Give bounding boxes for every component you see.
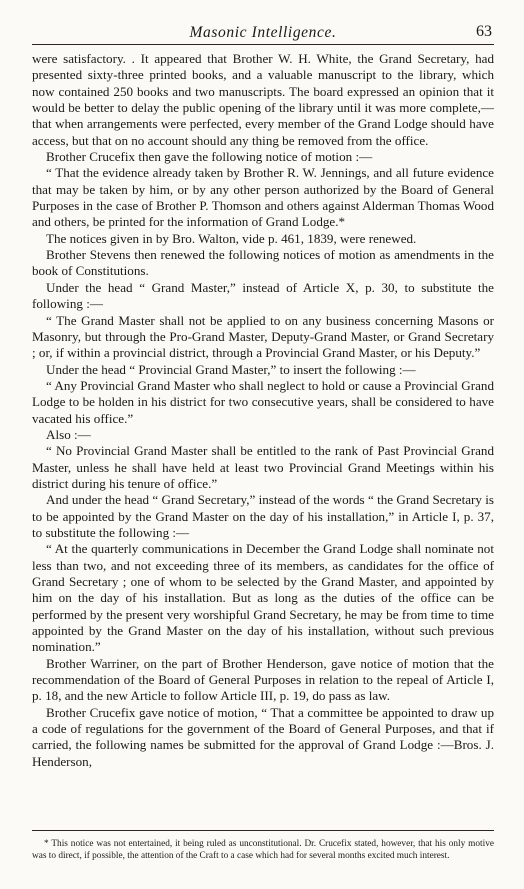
paragraph-quarterly-nomination: “ At the quarterly communications in December the Grand Lodge shall nominate not less than two, and not exceeding three of its members, as candidates for the office of Grand Secretary ; one of whom to be selected by the Grand Master, and appointed by him on the day of his installation. But as long as the duties of the office can be performed by the present very worshipful Grand Secretary, he may be from time to time appointed by the Grand Master on the day of his installation, without such previous nomination.”: [32, 541, 494, 655]
footnote: * This notice was not entertained, it being ruled as unconstitutional. Dr. Crucefix stated, however, that his only motive was to direct, if possible, the attention of the Craft to a case which had for several months excited much interest.: [32, 839, 494, 861]
paragraph-evidence-motion: “ That the evidence already taken by Brother R. W. Jennings, and all future evidence that may be taken by him, or by any other person authorized by the Board of General Purposes in the case of Brother P. Thomson and others against Alderman Thomas Wood and others, be printed for the information of Grand Lodge.*: [32, 165, 494, 230]
paragraph-provincial-article: “ Any Provincial Grand Master who shall neglect to hold or cause a Provincial Grand Lodge to be holden in his district for two consecutive years, shall be considered to have vacated his office.”: [32, 377, 494, 426]
paragraph-past-provincial: “ No Provincial Grand Master shall be entitled to the rank of Past Provincial Grand Master, unless he shall have held at least two Provincial Grand Meetings within his district during his tenure of office.”: [32, 443, 494, 491]
paragraph-committee-motion: Brother Crucefix gave notice of motion, “ That a committee be appointed to draw up a code of regulations for the government of the Board of General Purposes, and that if carried, the following names be submitted for the approval of Grand Lodge :—Bros. J. Henderson,: [32, 704, 494, 769]
paragraph-walton-notices: The notices given in by Bro. Walton, vide p. 461, 1839, were renewed.: [46, 230, 417, 246]
page-number: 63: [476, 23, 492, 40]
paragraph-grand-secretary-head: And under the head “ Grand Secretary,” instead of the words “ the Grand Secretary is to be appointed by the Grand Master on the day of his installation,” in Article I, p. 37, to substitute the following :—: [32, 492, 494, 540]
paragraph-stevens-amendments: Brother Stevens then renewed the following notices of motion as amendments in the book of Constitutions.: [32, 247, 494, 279]
page-header: [32, 22, 494, 45]
paragraph-provincial-head: Under the head “ Provincial Grand Master,” to insert the following :—: [46, 361, 416, 377]
running-title: Masonic Intelligence.: [189, 24, 337, 41]
paragraph-grand-master-head: Under the head “ Grand Master,” instead of Article X, p. 30, to substitute the following :—: [32, 279, 494, 312]
paragraph-grand-master-article: “ The Grand Master shall not be applied to on any business concerning Masons or Masonry, but through the Pro-Grand Master, Deputy-Grand Master, or Grand Secretary ; or, if within a provincial district, through a Provincial Grand Master, or his Deputy.”: [32, 312, 494, 361]
body-text: [32, 51, 494, 770]
paragraph-warriner-notice: Brother Warriner, on the part of Brother Henderson, gave notice of motion that the recommendation of the Board of General Purposes in relation to the repeal of Article I, p. 18, and the new Article to follow Article III, p. 19, do pass as law.: [32, 655, 494, 704]
footnote-rule: [32, 830, 494, 831]
paragraph-also: Also :—: [46, 426, 91, 442]
paragraph-library-report: were satisfactory. . It appeared that Brother W. H. White, the Grand Secretary, had presented sixty-three printed books, and a valuable manuscript to the library, which now contained 250 books and two manuscripts. The board expressed an opinion that it would be better to delay the public opening of the library until it was more complete,—that when arrangements were perfected, every member of the Grand Lodge should have access, but that on no account should any thing be removed from the office.: [32, 51, 494, 148]
paragraph-crucefix-notice: Brother Crucefix then gave the following notice of motion :—: [46, 149, 373, 165]
